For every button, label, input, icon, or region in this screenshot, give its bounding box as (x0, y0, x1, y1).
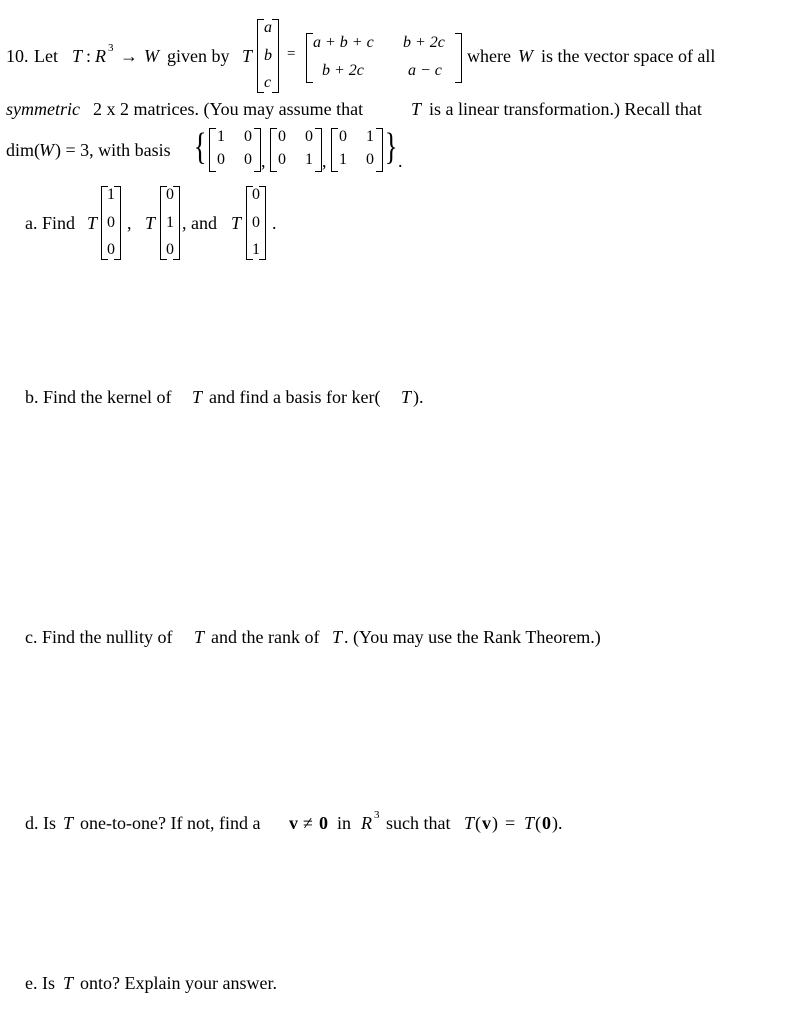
line2-T: T (411, 99, 422, 119)
basis-matrix-2 (270, 128, 322, 172)
line2-text2: is a linear transformation.) Recall that (429, 99, 702, 119)
basis-matrix-3 (331, 128, 383, 172)
va3-3: 1 (252, 241, 260, 258)
part-d-Tv-T: T (464, 813, 475, 833)
part-a-label: a. Find (25, 213, 76, 233)
part-d-T: T (63, 813, 74, 833)
va2-2: 1 (166, 214, 174, 231)
part-d-v: v (289, 813, 298, 833)
basis-period: . (398, 151, 403, 171)
intro-W: W (144, 46, 159, 66)
out-11: a + b + c (313, 34, 374, 51)
part-d-such-that: such that (386, 813, 451, 833)
va2-1: 0 (166, 186, 174, 203)
b3-21: 1 (339, 151, 347, 168)
part-d-T0-close: ). (552, 813, 563, 833)
intro-is-text: is the vector space of all (541, 46, 716, 66)
part-a-period: . (272, 213, 277, 233)
part-d-Tv-v: v (482, 813, 491, 833)
part-c-mid: and the rank of (211, 627, 320, 647)
input-vector (257, 19, 279, 93)
basis-matrix-1 (209, 128, 261, 172)
b2-21: 0 (278, 151, 286, 168)
input-a: a (264, 19, 272, 36)
intro-let: Let (34, 46, 58, 66)
out-12: b + 2c (403, 34, 445, 51)
part-d-in: in (337, 813, 352, 833)
input-b: b (264, 47, 272, 64)
part-d-Tv-open: ( (475, 813, 481, 833)
intro-arrow: → (120, 46, 138, 66)
intro-R-sup: 3 (108, 42, 114, 54)
va1-1: 1 (107, 186, 115, 203)
va3-2: 0 (252, 214, 260, 231)
intro-given-by: given by (167, 46, 230, 66)
b3-22: 0 (366, 151, 374, 168)
intro-W2: W (518, 46, 533, 66)
dim-W: W (39, 140, 54, 160)
intro-T2: T (242, 46, 253, 66)
b1-21: 0 (217, 151, 225, 168)
right-brace: } (384, 126, 398, 168)
part-b-pre: b. Find the kernel of (25, 387, 172, 407)
part-a-T1: T (87, 213, 98, 233)
output-matrix (306, 33, 462, 83)
part-b-post: ). (413, 387, 424, 407)
line2-symmetric: symmetric (6, 99, 80, 119)
b1-22: 0 (244, 151, 252, 168)
part-d-pre: d. Is (25, 813, 56, 833)
part-c-T: T (194, 627, 205, 647)
intro-T: T (72, 46, 83, 66)
part-a-T2: T (145, 213, 156, 233)
part-c-T2: T (332, 627, 343, 647)
va1-2: 0 (107, 214, 115, 231)
part-d-mid: one-to-one? If not, find a (80, 813, 261, 833)
part-d-R: R (361, 813, 372, 833)
part-b-mid: and find a basis for ker( (209, 387, 381, 407)
va3-1: 0 (252, 186, 260, 203)
part-b-T2: T (401, 387, 412, 407)
b1-12: 0 (244, 128, 252, 145)
part-c-post: . (You may use the Rank Theorem.) (344, 627, 601, 647)
part-c-pre: c. Find the nullity of (25, 627, 173, 647)
problem-number: 10. (6, 46, 29, 66)
part-d-zero: 0 (319, 813, 328, 833)
part-e-pre: e. Is (25, 973, 55, 993)
b2-12: 0 (305, 128, 313, 145)
part-a-and: , and (182, 213, 217, 233)
out-21: b + 2c (322, 62, 364, 79)
intro-colon: : (86, 46, 92, 66)
part-d-eq: = (505, 813, 516, 833)
part-a-vector-3 (246, 186, 266, 260)
input-c: c (264, 74, 272, 91)
b3-11: 0 (339, 128, 347, 145)
part-d-T0-T: T (524, 813, 535, 833)
b2-22: 1 (305, 151, 313, 168)
basis-comma-2: , (322, 151, 327, 171)
b3-12: 1 (366, 128, 374, 145)
b1-11: 1 (217, 128, 225, 145)
part-d-Tv-close: ) (492, 813, 498, 833)
part-e-post: onto? Explain your answer. (80, 973, 277, 993)
line2-text: 2 x 2 matrices. (You may assume that (93, 99, 364, 119)
left-brace: { (193, 126, 207, 168)
intro-where: where (467, 46, 511, 66)
part-a-vector-1 (101, 186, 121, 260)
va2-3: 0 (166, 241, 174, 258)
part-a-T3: T (231, 213, 242, 233)
part-b-T: T (192, 387, 203, 407)
part-e-T: T (63, 973, 74, 993)
part-d-R-sup: 3 (374, 809, 380, 821)
intro-equals: = (287, 46, 296, 62)
part-a-comma: , (127, 213, 132, 233)
part-d-ne: ≠ (303, 813, 313, 833)
out-22: a − c (408, 62, 442, 79)
part-d-T0-open: ( (535, 813, 541, 833)
basis-comma-1: , (261, 151, 266, 171)
dim-label: dim( (6, 140, 40, 160)
b2-11: 0 (278, 128, 286, 145)
part-d-T0-zero: 0 (542, 813, 551, 833)
intro-R: R (95, 46, 106, 66)
dim-rest: ) = 3, with basis (55, 140, 171, 160)
part-a-vector-2 (160, 186, 180, 260)
va1-3: 0 (107, 241, 115, 258)
